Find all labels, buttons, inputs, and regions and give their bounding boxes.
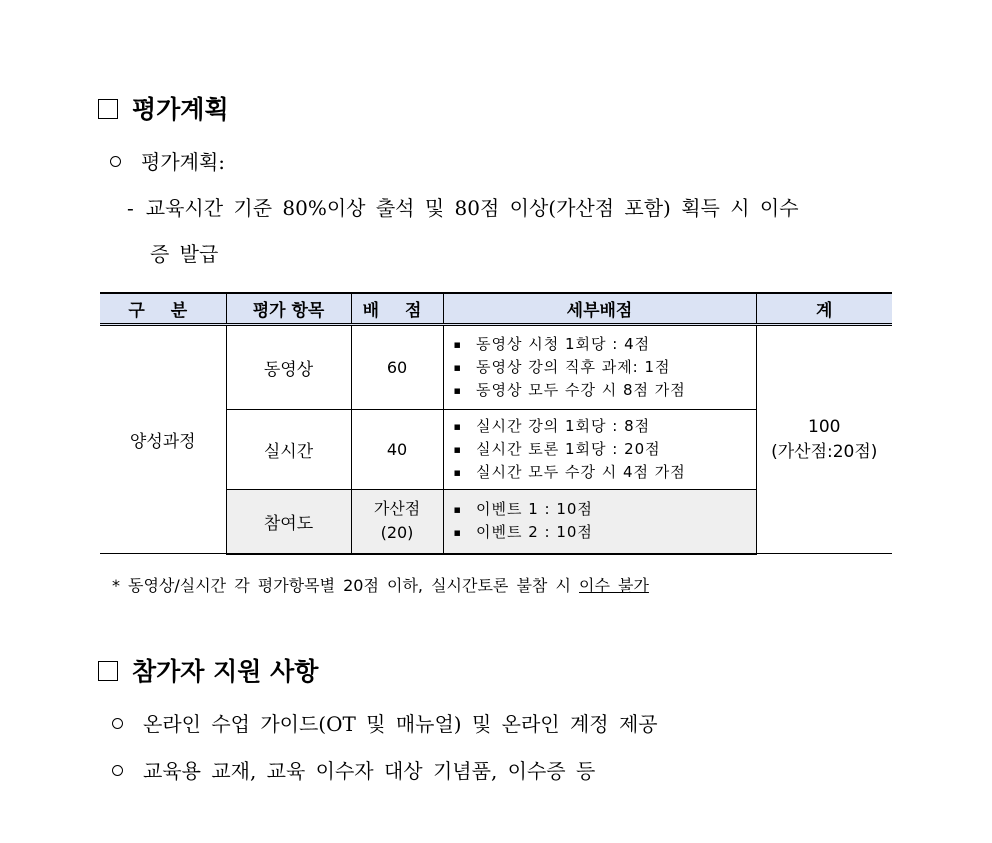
circle-bullet-icon xyxy=(110,156,121,167)
details-cell xyxy=(443,490,756,554)
list-item-text: 온라인 수업 가이드(OT 및 매뉴얼) 및 온라인 계정 제공 xyxy=(143,712,658,736)
header-total: 계 xyxy=(756,293,892,325)
section-heading-text: 참가자 지원 사항 xyxy=(132,657,319,686)
dash-bullet-icon: - xyxy=(127,196,134,220)
header-details: 세부배점 xyxy=(443,293,756,325)
details-cell xyxy=(443,410,756,490)
detail-item: ▪ 실시간 모두 수강 시 4점 가점 xyxy=(454,461,756,484)
list-item xyxy=(112,755,595,784)
header-category: 구 분 xyxy=(100,293,226,325)
category-cell: 양성과정 xyxy=(100,325,226,554)
header-item: 평가 항목 xyxy=(226,293,351,325)
total-value: 100 xyxy=(808,416,841,437)
checkbox-square-icon xyxy=(98,661,118,681)
total-cell xyxy=(756,325,892,554)
evaluation-item xyxy=(110,146,225,175)
evaluation-detail-line1: 교육시간 기준 80%이상 출석 및 80점 이상(가산점 포함) 획득 시 이수 xyxy=(145,196,799,220)
score-cell xyxy=(351,490,443,554)
circle-bullet-icon xyxy=(112,718,123,729)
detail-item: ▪ 동영상 모두 수강 시 8점 가점 xyxy=(454,379,756,402)
score-cell: 40 xyxy=(351,410,443,490)
circle-bullet-icon xyxy=(112,765,123,776)
checkbox-square-icon xyxy=(98,99,118,119)
details-cell xyxy=(443,325,756,410)
detail-item: ▪ 동영상 강의 직후 과제: 1점 xyxy=(454,356,756,379)
score-bonus-value: (20) xyxy=(380,523,414,543)
detail-item: ▪ 이벤트 2 : 10점 xyxy=(454,521,756,544)
section-heading-support xyxy=(98,652,318,688)
list-item-text: 교육용 교재, 교육 이수자 대상 기념품, 이수증 등 xyxy=(143,759,596,783)
header-score: 배 점 xyxy=(351,293,443,325)
total-bonus: (가산점:20점) xyxy=(771,441,878,462)
footnote-emphasis: 이수 불가 xyxy=(579,576,649,595)
evaluation-detail-line2: 증 발급 xyxy=(150,242,219,266)
footnote-text: 동영상/실시간 각 평가항목별 20점 이하, 실시간토론 불참 시 xyxy=(128,576,580,595)
evaluation-detail xyxy=(127,192,799,221)
item-cell: 실시간 xyxy=(226,410,351,490)
detail-item: ▪ 실시간 토론 1회당 : 20점 xyxy=(454,438,756,461)
evaluation-item-label: 평가계획: xyxy=(141,150,226,174)
table-header-row xyxy=(100,293,892,325)
score-bonus-label: 가산점 xyxy=(373,499,421,519)
footnote-marker: * xyxy=(112,576,120,595)
table-footnote xyxy=(112,573,649,596)
list-item xyxy=(112,708,658,737)
detail-item: ▪ 실시간 강의 1회당 : 8점 xyxy=(454,415,756,438)
section-heading-text: 평가계획 xyxy=(132,95,229,124)
table-row xyxy=(100,325,892,410)
score-cell: 60 xyxy=(351,325,443,410)
evaluation-table xyxy=(100,292,892,555)
section-heading-evaluation xyxy=(98,90,229,126)
detail-item: ▪ 이벤트 1 : 10점 xyxy=(454,498,756,521)
item-cell: 동영상 xyxy=(226,325,351,410)
item-cell: 참여도 xyxy=(226,490,351,554)
detail-item: ▪ 동영상 시청 1회당 : 4점 xyxy=(454,333,756,356)
